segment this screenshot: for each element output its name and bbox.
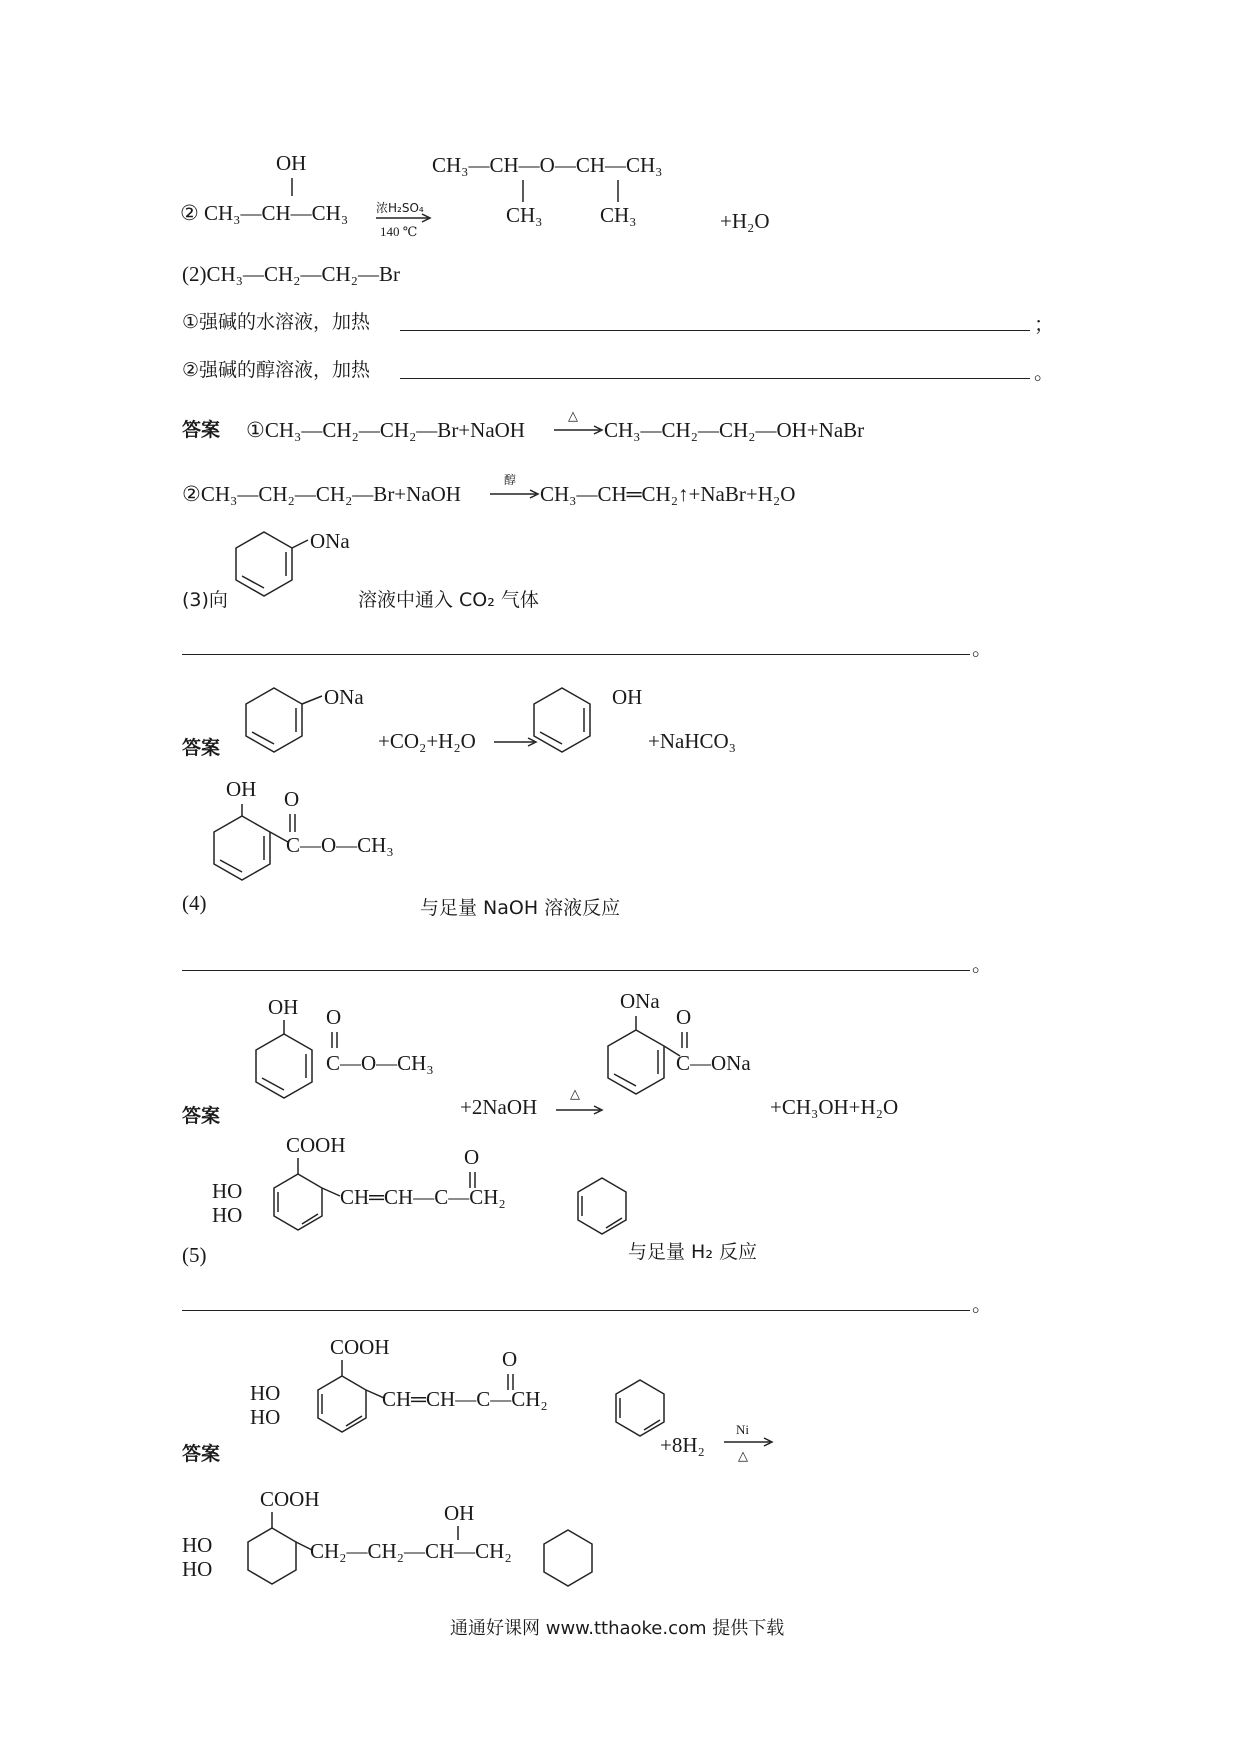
a4-ester2: C—ONa (676, 1051, 751, 1075)
q2-item-2: ②强碱的醇溶液，加热 (182, 359, 371, 381)
q3-ona: ONa (310, 529, 350, 553)
answer-label-2: 答案 (182, 419, 221, 441)
condition-bottom: 140 ℃ (380, 224, 418, 239)
reactant-chain: CH₃—CH—CH₃ (204, 201, 349, 225)
a5-p-oh: OH (444, 1501, 475, 1525)
a5-chain: CH═CH—C—CH₂ (382, 1387, 548, 1411)
answer-label-4: 答案 (182, 1105, 221, 1127)
a4-ona: ONa (620, 989, 660, 1013)
a4-ester: C—O—CH₃ (326, 1051, 434, 1075)
a5-cond-top: Ni (736, 1422, 749, 1437)
marker: ② (180, 201, 199, 225)
a5-reactant (240, 1330, 800, 1470)
a2-line1-left: ①CH₃—CH₂—CH₂—Br+NaOH (246, 418, 525, 442)
a5-p-ho-2: HO (182, 1557, 213, 1581)
a3-reaction (240, 680, 800, 770)
benzene-ring-2 (578, 1178, 626, 1234)
q3-prefix: (3)向 (182, 589, 228, 611)
a3-right: +NaHCO₃ (648, 729, 736, 753)
a2-line2-cond: 醇 (504, 473, 517, 487)
a5-cond-bottom: △ (738, 1448, 748, 1463)
condition-top: 浓H₂SO₄ (376, 201, 424, 215)
answer-line-4[interactable] (182, 970, 970, 971)
answer-line-3[interactable] (182, 654, 970, 655)
cyclohexane-ring-2 (544, 1530, 592, 1586)
answer-line-5[interactable] (182, 1310, 970, 1311)
product-sub-1: CH₃ (506, 203, 543, 227)
a4-oh: OH (268, 995, 299, 1019)
a4-o: O (326, 1005, 342, 1029)
benzene-ring (318, 1376, 366, 1432)
a4-cond: △ (570, 1086, 580, 1101)
q3-end: 。 (972, 636, 992, 660)
benzene-ring (246, 688, 302, 752)
benzene-ring (256, 1034, 312, 1098)
a2-line1-cond: △ (568, 408, 578, 423)
q5-ho-2: HO (212, 1203, 243, 1227)
a5-ho-1: HO (250, 1381, 281, 1405)
benzene-ring-2 (534, 688, 590, 752)
a4-right: +CH₃OH+H₂O (770, 1095, 899, 1119)
benzene-ring-2 (616, 1380, 664, 1436)
a5-ho-2: HO (250, 1405, 281, 1429)
q5-cooh: COOH (286, 1133, 346, 1157)
a5-p-chain: CH₂—CH₂—CH—CH₂ (310, 1539, 512, 1563)
a5-o: O (502, 1347, 518, 1371)
q5-ho-1: HO (212, 1179, 243, 1203)
plus-water: +H₂O (720, 209, 770, 233)
benzene-ring-2 (608, 1030, 664, 1094)
q5-o: O (464, 1145, 480, 1169)
a2-line1-arrow (552, 410, 604, 440)
answer-line-2[interactable] (400, 378, 1030, 379)
q5-prefix: (5) (182, 1243, 207, 1267)
reactant-oh: OH (276, 151, 307, 175)
q2-item-1-end: ； (1034, 312, 1054, 336)
q2-item-2-end: 。 (1034, 360, 1054, 384)
ether-reaction (180, 150, 780, 240)
q5-chain: CH═CH—C—CH₂ (340, 1185, 506, 1209)
answer-line-1[interactable] (400, 330, 1030, 331)
q2-item-1: ①强碱的水溶液，加热 (182, 311, 371, 333)
q4-oh: OH (226, 777, 257, 801)
cyclohexane-ring (248, 1528, 296, 1584)
product-chain: CH₃—CH—O—CH—CH₃ (432, 153, 663, 177)
a5-p-cooh: COOH (260, 1487, 320, 1511)
a5-p-ho-1: HO (182, 1533, 213, 1557)
q4-ester (182, 776, 442, 926)
a2-line2-arrow (488, 474, 540, 504)
q4-ester: C—O—CH₃ (286, 833, 394, 857)
a4-plus: +2NaOH (460, 1095, 538, 1119)
q3-suffix: 溶液中通入 CO₂ 气体 (358, 589, 539, 611)
a5-cooh: COOH (330, 1335, 390, 1359)
a4-o2: O (676, 1005, 692, 1029)
a3-oh: OH (612, 685, 643, 709)
a2-line1-right: CH₃—CH₂—CH₂—OH+NaBr (604, 418, 865, 442)
a4-reaction (240, 990, 960, 1140)
benzene-ring (274, 1174, 322, 1230)
footer-source: 通通好课网 www.tthaoke.com 提供下载 (450, 1618, 785, 1639)
benzene-ring (214, 816, 270, 880)
q4-suffix: 与足量 NaOH 溶液反应 (420, 897, 621, 919)
q4-prefix: (4) (182, 891, 207, 915)
a3-mid: +CO₂+H₂O (378, 729, 476, 753)
a2-line2-left: ②CH₃—CH₂—CH₂—Br+NaOH (182, 482, 461, 506)
product-sub-2: CH₃ (600, 203, 637, 227)
a5-plus: +8H₂ (660, 1433, 705, 1457)
answer-label-3: 答案 (182, 737, 221, 759)
answer-label-5: 答案 (182, 1443, 221, 1465)
a2-line2-right: CH₃—CH═CH₂↑+NaBr+H₂O (540, 482, 796, 506)
benzene-ring (236, 532, 292, 596)
q5-suffix: 与足量 H₂ 反应 (628, 1241, 757, 1263)
q4-o: O (284, 787, 300, 811)
q2-title: (2)CH₃—CH₂—CH₂—Br (182, 262, 400, 286)
a5-product (182, 1484, 722, 1614)
q5-end: 。 (972, 1292, 992, 1316)
q4-end: 。 (972, 952, 992, 976)
a3-ona: ONa (324, 685, 364, 709)
